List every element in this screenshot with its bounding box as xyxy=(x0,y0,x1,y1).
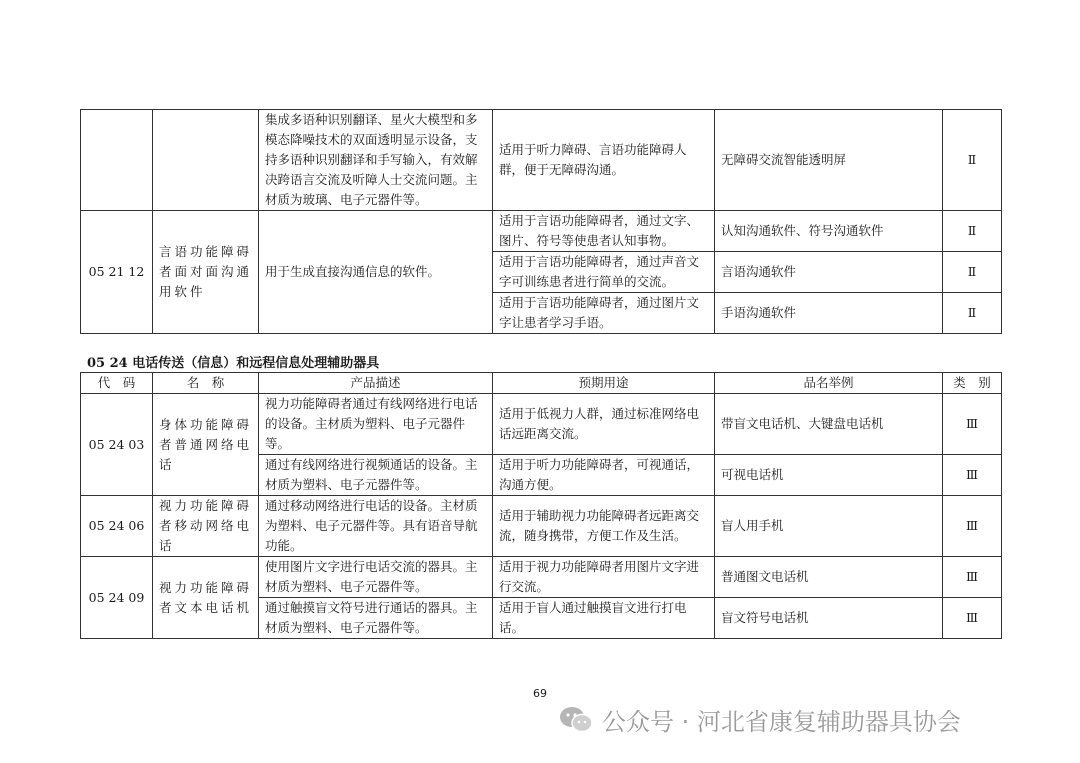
desc-cell: 通过移动网络进行电话的设备。主材质为塑料、电子元器件等。具有语音导航功能。 xyxy=(259,496,493,557)
table-row xyxy=(81,211,1002,252)
use-cell: 适用于听力功能障碍者，可视通话，沟通方便。 xyxy=(493,455,715,496)
example-cell: 手语沟通软件 xyxy=(715,293,943,334)
class-cell: Ⅱ xyxy=(943,211,1002,252)
example-cell: 带盲文电话机、大键盘电话机 xyxy=(715,394,943,455)
code-cell: 05 21 12 xyxy=(81,211,153,334)
desc-cell: 通过有线网络进行视频通话的设备。主材质为塑料、电子元器件等。 xyxy=(259,455,493,496)
class-cell: Ⅲ xyxy=(943,394,1002,455)
table-row xyxy=(81,496,1002,557)
use-cell: 适用于视力功能障碍者用图片文字进行交流。 xyxy=(493,557,715,598)
header-example: 品名举例 xyxy=(715,373,943,394)
use-cell: 适用于盲人通过触摸盲文进行打电话。 xyxy=(493,598,715,639)
code-cell: 05 24 06 xyxy=(81,496,153,557)
class-cell: Ⅱ xyxy=(943,293,1002,334)
continued-table xyxy=(80,109,1002,334)
watermark xyxy=(558,702,961,737)
name-cell: 视力功能障碍者文本电话机 xyxy=(153,557,259,639)
class-cell: Ⅱ xyxy=(943,252,1002,293)
use-cell: 适用于言语功能障碍者，通过文字、图片、符号等使患者认知事物。 xyxy=(493,211,715,252)
use-cell: 适用于辅助视力功能障碍者远距离交流，随身携带，方便工作及生活。 xyxy=(493,496,715,557)
example-cell: 无障碍交流智能透明屏 xyxy=(715,110,943,211)
example-cell: 可视电话机 xyxy=(715,455,943,496)
desc-cell: 集成多语种识别翻译、星火大模型和多模态降噪技术的双面透明显示设备，支持多语种识别翻译和手写输入，有效解决跨语言交流及听障人士交流问题。主材质为玻璃、电子元器件等。 xyxy=(259,110,493,211)
code-cell: 05 24 09 xyxy=(81,557,153,639)
use-cell: 适用于言语功能障碍者，通过图片文字让患者学习手语。 xyxy=(493,293,715,334)
table-row xyxy=(81,394,1002,455)
name-cell: 身体功能障碍者普通网络电话 xyxy=(153,394,259,496)
desc-cell: 用于生成直接沟通信息的软件。 xyxy=(259,211,493,334)
desc-cell: 视力功能障碍者通过有线网络进行电话的设备。主材质为塑料、电子元器件等。 xyxy=(259,394,493,455)
desc-cell: 通过触摸盲文符号进行通话的器具。主材质为塑料、电子元器件等。 xyxy=(259,598,493,639)
name-cell: 视力功能障碍者移动网络电话 xyxy=(153,496,259,557)
class-cell: Ⅲ xyxy=(943,598,1002,639)
table-row xyxy=(81,557,1002,598)
example-cell: 认知沟通软件、符号沟通软件 xyxy=(715,211,943,252)
header-code: 代 码 xyxy=(81,373,153,394)
example-cell: 盲人用手机 xyxy=(715,496,943,557)
class-cell: Ⅲ xyxy=(943,496,1002,557)
header-use: 预期用途 xyxy=(493,373,715,394)
class-cell: Ⅱ xyxy=(943,110,1002,211)
code-cell: 05 24 03 xyxy=(81,394,153,496)
name-cell: 言语功能障碍者面对面沟通用软件 xyxy=(153,211,259,334)
page-number: 69 xyxy=(533,687,547,700)
section-title: 05 24 电话传送（信息）和远程信息处理辅助器具 xyxy=(87,356,380,371)
device-table xyxy=(80,372,1002,639)
header-class: 类 别 xyxy=(943,373,1002,394)
class-cell: Ⅲ xyxy=(943,557,1002,598)
table-row xyxy=(81,110,1002,211)
header-name: 名 称 xyxy=(153,373,259,394)
watermark-text: 公众号 · 河北省康复辅助器具协会 xyxy=(602,708,961,736)
desc-cell: 使用图片文字进行电话交流的器具。主材质为塑料、电子元器件等。 xyxy=(259,557,493,598)
wechat-icon xyxy=(558,705,594,735)
table-header-row xyxy=(81,373,1002,394)
example-cell: 言语沟通软件 xyxy=(715,252,943,293)
use-cell: 适用于低视力人群，通过标准网络电话远距离交流。 xyxy=(493,394,715,455)
class-cell: Ⅲ xyxy=(943,455,1002,496)
example-cell: 普通图文电话机 xyxy=(715,557,943,598)
example-cell: 盲文符号电话机 xyxy=(715,598,943,639)
header-desc: 产品描述 xyxy=(259,373,493,394)
use-cell: 适用于言语功能障碍者，通过声音文字可训练患者进行简单的交流。 xyxy=(493,252,715,293)
code-cell xyxy=(81,110,153,211)
use-cell: 适用于听力障碍、言语功能障碍人群，便于无障碍沟通。 xyxy=(493,110,715,211)
name-cell xyxy=(153,110,259,211)
